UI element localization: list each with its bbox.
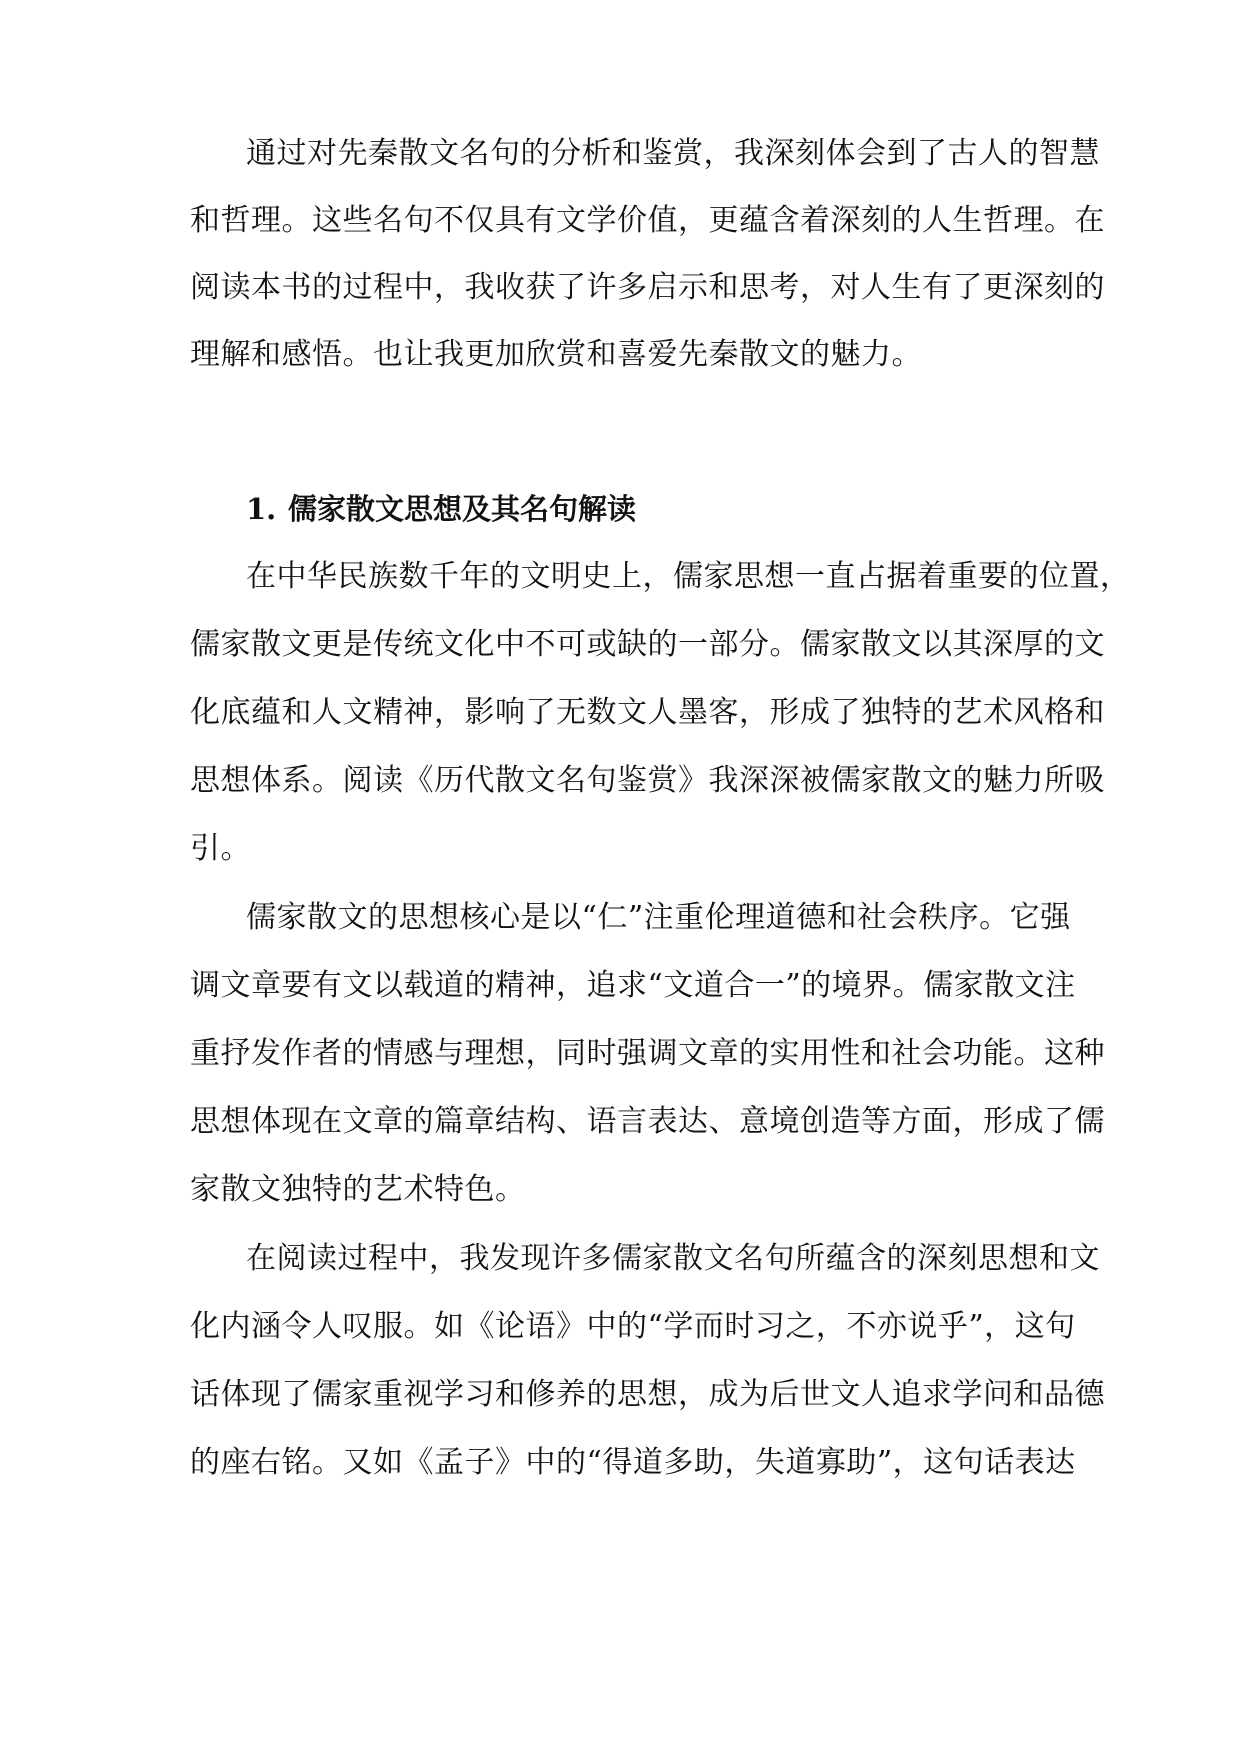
paragraph-line: 通过对先秦散文名句的分析和鉴赏，我深刻体会到了古人的智慧 (246, 136, 1100, 171)
section-heading (246, 484, 636, 534)
paragraph-line: 在中华民族数千年的文明史上，儒家思想一直占据着重要的位置， (246, 559, 1131, 594)
paragraph-line: 化底蕴和人文精神，影响了无数文人墨客，形成了独特的艺术风格和 (190, 695, 1105, 730)
document-page (190, 0, 1131, 1754)
paragraph-line: 家散文独特的艺术特色。 (190, 1172, 526, 1207)
section-title: 儒家散文思想及其名句解读 (288, 492, 637, 526)
paragraph-line: 阅读本书的过程中，我收获了许多启示和思考，对人生有了更深刻的 (190, 270, 1105, 305)
paragraph-line: 调文章要有文以载道的精神，追求“文道合一”的境界。儒家散文注 (190, 968, 1076, 1003)
paragraph-line: 话体现了儒家重视学习和修养的思想，成为后世文人追求学问和品德 (190, 1377, 1105, 1412)
paragraph-line: 在阅读过程中，我发现许多儒家散文名句所蕴含的深刻思想和文 (246, 1241, 1100, 1276)
paragraph-line: 儒家散文更是传统文化中不可或缺的一部分。儒家散文以其深厚的文 (190, 627, 1105, 662)
section-number: 1. (246, 492, 277, 526)
paragraph-line: 思想体系。阅读《历代散文名句鉴赏》我深深被儒家散文的魅力所吸 (190, 763, 1105, 798)
paragraph-line: 的座右铭。又如《孟子》中的“得道多助，失道寡助”，这句话表达 (190, 1445, 1076, 1480)
paragraph-line: 重抒发作者的情感与理想，同时强调文章的实用性和社会功能。这种 (190, 1036, 1105, 1071)
paragraph-line: 儒家散文的思想核心是以“仁”注重伦理道德和社会秩序。它强 (246, 900, 1071, 935)
paragraph-line: 和哲理。这些名句不仅具有文学价值，更蕴含着深刻的人生哲理。在 (190, 203, 1105, 238)
paragraph-line: 理解和感悟。也让我更加欣赏和喜爱先秦散文的魅力。 (190, 337, 922, 372)
paragraph-line: 引。 (190, 831, 251, 866)
paragraph-line: 思想体现在文章的篇章结构、语言表达、意境创造等方面，形成了儒 (190, 1104, 1105, 1139)
paragraph-line: 化内涵令人叹服。如《论语》中的“学而时习之，不亦说乎”，这句 (190, 1309, 1076, 1344)
